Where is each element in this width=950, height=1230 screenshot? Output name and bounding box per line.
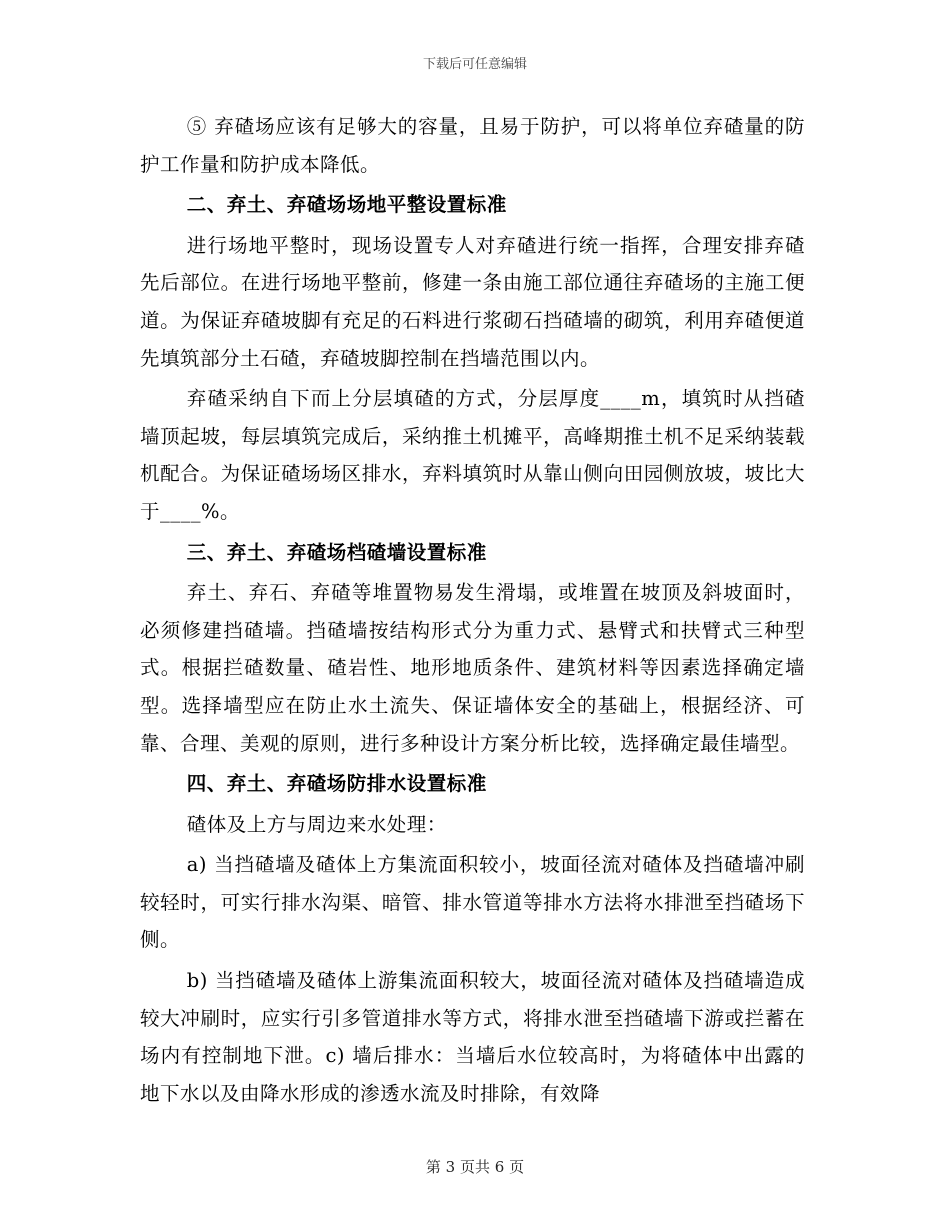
page-header: 下载后可任意编辑: [422, 57, 527, 72]
paragraph: b) 当挡碴墙及碴体上游集流面积较大，坡面径流对碴体及挡碴墙造成较大冲刷时，应实行引多管道排水等方式，将排水泄至挡碴墙下游或拦蓄在场内有控制地下泄。c) 墙后排水：当墙后水位较高时，为将碴体中出露的地下水以及由降水形成的渗透水流及时排除，有效降: [140, 969, 805, 1105]
paragraph: 弃土、弃石、弃碴等堆置物易发生滑塌，或堆置在坡顶及斜坡面时，必须修建挡碴墙。挡碴墙按结构形式分为重力式、悬臂式和扶臂式三种型式。根据拦碴数量、碴岩性、地形地质条件、建筑材料等因素选择确定墙型。选择墙型应在防止水土流失、保证墙体安全的基础上，根据经济、可靠、合理、美观的原则，进行多种设计方案分析比较，选择确定最佳墙型。: [140, 581, 805, 755]
document-body: [140, 108, 805, 1112]
paragraph: ⑤ 弃碴场应该有足够大的容量，且易于防护，可以将单位弃碴量的防护工作量和防护成本降低。: [140, 115, 805, 176]
paragraph: a) 当挡碴墙及碴体上方集流面积较小，坡面径流对碴体及挡碴墙冲刷较轻时，可实行排水沟渠、暗管、排水管道等排水方法将水排泄至挡碴场下侧。: [140, 853, 805, 952]
paragraph: 碴体及上方与周边来水处理：: [186, 812, 447, 836]
section-heading: 二、弃土、弃碴场场地平整设置标准: [186, 193, 507, 217]
section-heading: 三、弃土、弃碴场档碴墙设置标准: [186, 540, 487, 564]
paragraph: 进行场地平整时，现场设置专人对弃碴进行统一指挥，合理安排弃碴先后部位。在进行场地平整前，修建一条由施工部位通往弃碴场的主施工便道。为保证弃碴坡脚有充足的石料进行浆砌石挡碴墙的砌筑，利用弃碴便道先填筑部分土石碴，弃碴坡脚控制在挡墙范围以内。: [140, 233, 805, 370]
section-heading: 四、弃土、弃碴场防排水设置标准: [186, 772, 487, 796]
paragraph: 弃碴采纳自下而上分层填碴的方式，分层厚度____m，填筑时从挡碴墙顶起坡，每层填筑完成后，采纳推土机摊平，高峰期推土机不足采纳装载机配合。为保证碴场场区排水，弃料填筑时从靠山侧向田园侧放坡，坡比大于____%。: [140, 387, 805, 523]
page-footer: 第 3 页共 6 页: [425, 1158, 525, 1176]
